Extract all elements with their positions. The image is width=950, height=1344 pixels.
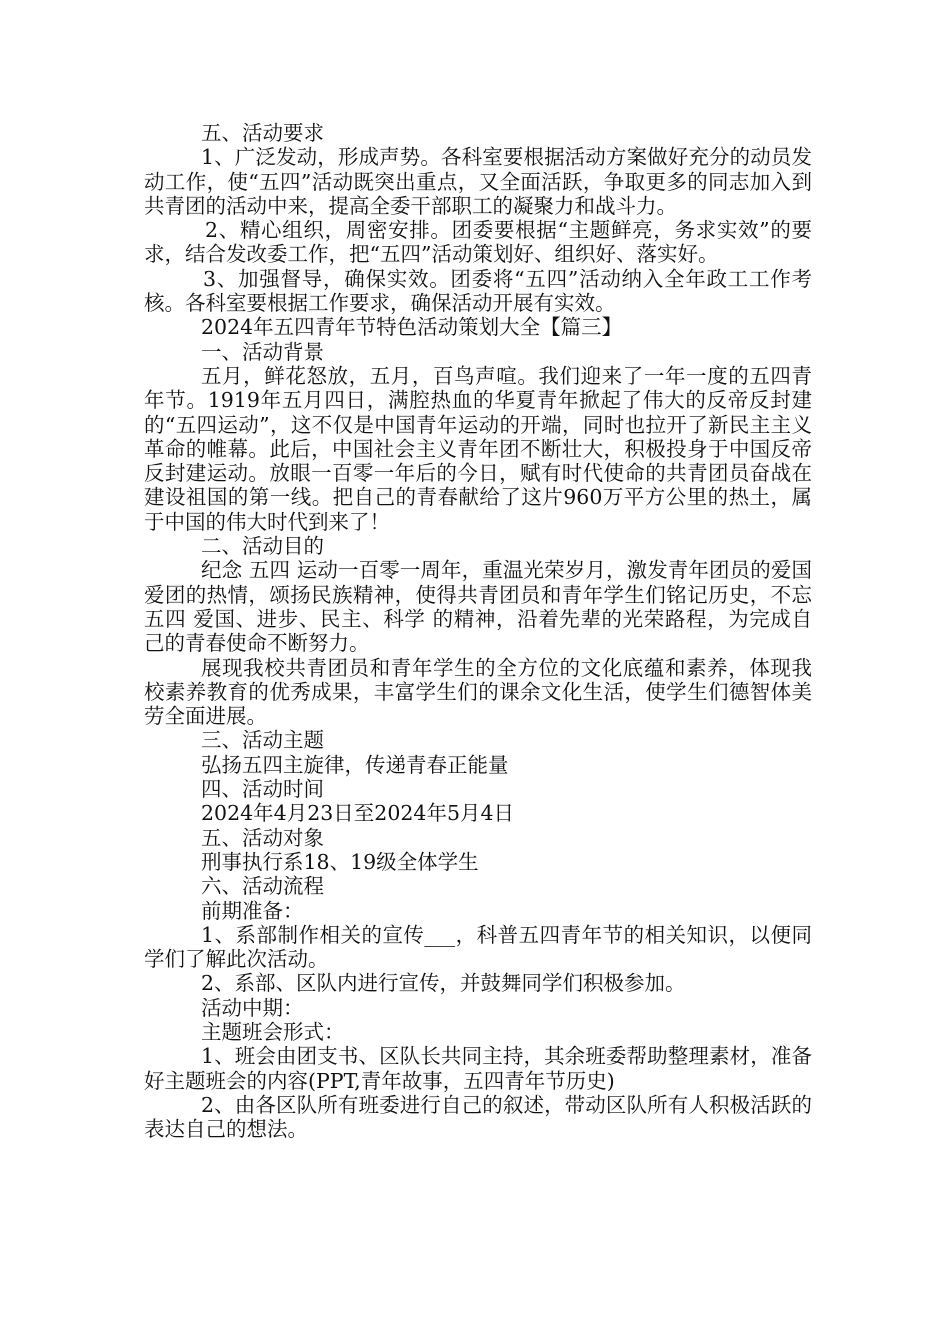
paragraph: 2024年4月23日至2024年5月4日 [201,801,515,826]
paragraph: 3、加强督导，确保实效。团委将“五四”活动纳入全年政工工作考核。各科室要根据工作要求，确保活动开展有实效。 [144,266,812,316]
paragraph: 刑事执行系18、19级全体学生 [201,849,479,874]
article-title: 2024年五四青年节特色活动策划大全【篇三】 [201,315,623,340]
subheading: 主题班会形式： [201,1019,345,1044]
paragraph: 1、班会由团支书、区队长共同主持，其余班委帮助整理素材，准备好主题班会的内容(PPT,青年故事，五四青年节历史) [144,1044,812,1093]
document-body [144,121,812,1141]
section-heading-process: 六、活动流程 [201,874,324,899]
paragraph: 弘扬五四主旋律，传递青春正能量 [201,752,509,777]
paragraph: 1、广泛发动，形成声势。各科室要根据活动方案做好充分的动员发动工作，使“五四”活动既突出重点，又全面活跃，争取更多的同志加入到共青团的活动中来，提高全委干部职工的凝聚力和战斗力。 [144,145,812,218]
paragraph: 1、系部制作相关的宣传___，科普五四青年节的相关知识，以便同学们了解此次活动。 [144,922,812,972]
section-heading-time: 四、活动时间 [201,777,324,802]
paragraph: 展现我校共青团员和青年学生的全方位的文化底蕴和素养，体现我校素养教育的优秀成果，丰富学生们的课余文化生活，使学生们德智体美劳全面进展。 [144,655,812,729]
section-heading-requirements: 五、活动要求 [201,121,324,145]
paragraph: 纪念 五四 运动一百零一周年，重温光荣岁月，激发青年团员的爱国爱团的热情，颂扬民族精神，使得共青团员和青年学生们铭记历史，不忘五四 爱国、进步、民主、科学 的精神，沿着先辈的光荣路程，为完成自己的青春使命不断努力。 [144,558,812,656]
paragraph: 五月，鲜花怒放，五月，百鸟声喧。我们迎来了一年一度的五四青年节。1919年五月四日，满腔热血的华夏青年掀起了伟大的反帝反封建的“五四运动”，这不仅是中国青年运动的开端，同时也拉开了新民主主义革命的帷幕。此后，中国社会主义青年团不断壮大，积极投身于中国反帝反封建运动。放眼一百零一年后的今日，赋有时代使命的共青团员奋战在建设祖国的第一线。把自己的青春献给了这片960万平方公里的热土，属于中国的伟大时代到来了！ [144,363,812,534]
section-heading-theme: 三、活动主题 [201,728,324,753]
subheading: 活动中期： [201,995,304,1020]
section-heading-background: 一、活动背景 [201,339,324,364]
paragraph: 2、系部、区队内进行宣传，并鼓舞同学们积极参加。 [201,971,686,996]
paragraph: 2、由各区队所有班委进行自己的叙述，带动区队所有人积极活跃的表达自己的想法。 [144,1092,812,1142]
section-heading-purpose: 二、活动目的 [201,534,324,559]
paragraph: 2、精心组织，周密安排。团委要根据“主题鲜亮，务求实效”的要求，结合发改委工作，把“五四”活动策划好、组织好、落实好。 [144,218,812,267]
section-heading-target: 五、活动对象 [201,825,324,850]
subheading: 前期准备： [201,898,304,923]
